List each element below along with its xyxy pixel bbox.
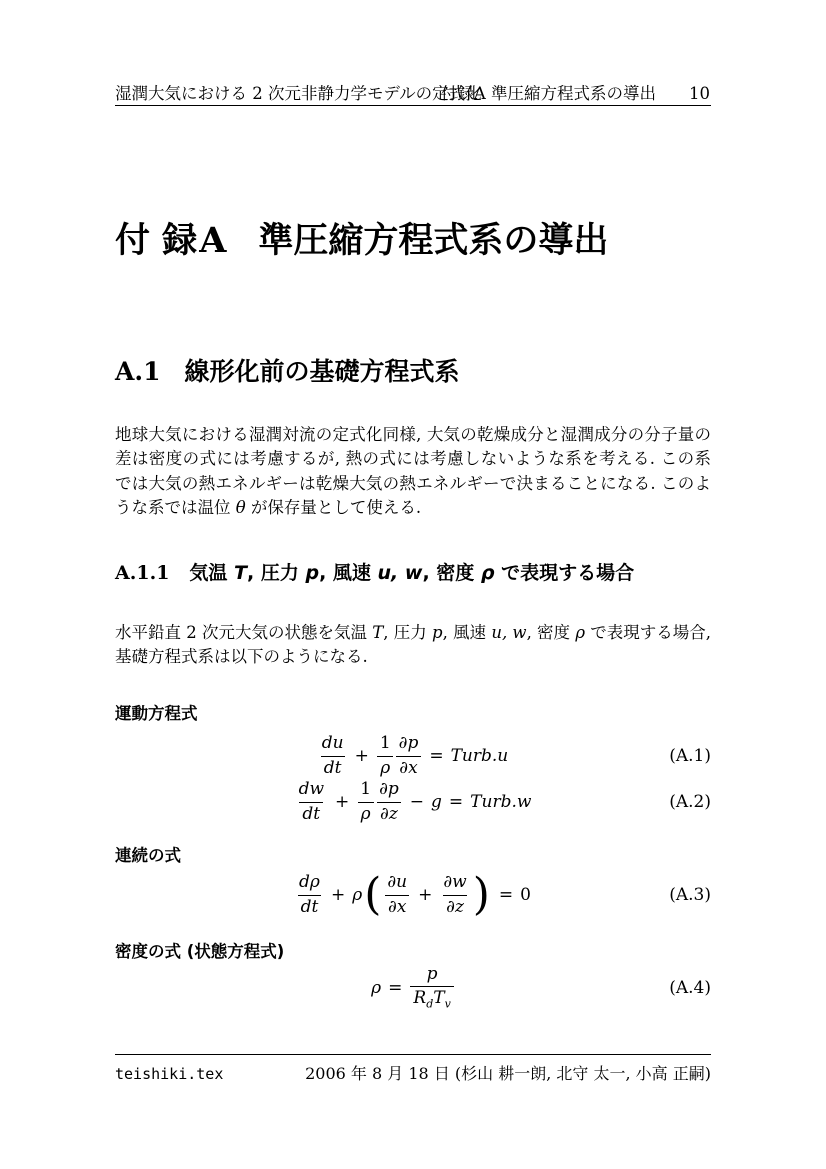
math-p: p — [432, 623, 443, 642]
equals-sign: = — [498, 885, 514, 905]
equation-tag-A2: (A.2) — [669, 792, 711, 812]
equation-A2 — [115, 779, 711, 825]
denominator-RdTv: $R_dT_v$ — [410, 986, 453, 1011]
chapter-title-text: 準圧縮方程式系の導出 — [258, 221, 609, 261]
fraction-du-dx: $\frac{\partial u}{\partial x}$ — [384, 873, 410, 917]
math-p: p — [305, 562, 320, 584]
equals-sign: = — [388, 977, 403, 998]
body-text: , 風速 — [442, 623, 492, 642]
math-rho: ρ — [480, 562, 495, 584]
equation-A2-body — [295, 780, 532, 824]
rho-lhs: ρ — [371, 977, 382, 998]
fraction-dw-dt: $\frac{dw}{dt}$ — [298, 778, 324, 824]
equation-A3 — [115, 869, 711, 921]
rho-coefficient: ρ — [352, 885, 363, 905]
body-text: で表現する場合, 基礎方程式系は以下のようになる. — [115, 623, 712, 667]
plus-operator: + — [335, 792, 350, 812]
subsection-jp: で表現する場合 — [494, 562, 635, 584]
equation-A1-body — [318, 734, 509, 778]
running-head-right: 付録A 準圧縮方程式系の導出 — [440, 84, 656, 103]
fraction-dw-dz: $\frac{\partial w}{\partial z}$ — [443, 871, 467, 917]
equals-sign: = — [429, 746, 444, 766]
plus-operator: + — [418, 885, 433, 905]
section-title-text: 線形化前の基礎方程式系 — [184, 357, 460, 386]
fraction-du-dt: $\frac{du}{dt}$ — [321, 732, 344, 778]
subsection-jp: , 密度 — [422, 562, 481, 584]
math-T: T — [234, 562, 248, 584]
gravity-term: g — [431, 792, 442, 812]
equation-A3-body — [295, 869, 531, 921]
footer-date-authors: 2006 年 8 月 18 日 (杉山 耕一朗, 北守 太一, 小高 正嗣) — [305, 1064, 711, 1083]
math-rho: ρ — [575, 623, 586, 642]
equation-A1 — [115, 733, 711, 779]
subsection-number: A.1.1 — [115, 562, 170, 584]
equation-A4 — [115, 964, 711, 1012]
plus-operator: + — [354, 746, 369, 766]
intro-paragraph — [115, 423, 711, 521]
body-text: , 密度 — [526, 623, 576, 642]
subsection-jp: , 圧力 — [247, 562, 306, 584]
fraction-dp-dz: $\frac{\partial p}{\partial z}$ — [376, 780, 402, 824]
subsection-title-text — [189, 558, 634, 585]
body-paragraph — [115, 621, 711, 670]
section-number: A.1 — [115, 357, 161, 386]
equation-label-motion: 運動方程式 — [115, 704, 198, 723]
section-heading — [115, 352, 460, 388]
chapter-prefix: 付 録 — [115, 221, 198, 261]
math-uw: u, w — [491, 623, 527, 642]
minus-operator: − — [409, 792, 425, 812]
fraction-1-rho: $\frac{1}{\rho}$ — [357, 780, 374, 824]
plus-operator: + — [330, 885, 346, 905]
math-T: T — [372, 623, 384, 642]
fraction-1-rho: $\frac{1}{\rho}$ — [377, 734, 394, 778]
running-head — [115, 85, 711, 106]
math-uw: u, w — [377, 562, 423, 584]
footer-filename: teishiki.tex — [115, 1065, 224, 1083]
page-number: 10 — [689, 84, 710, 103]
equation-tag-A1: (A.1) — [669, 746, 711, 766]
turbulence-term: Turb.u — [450, 746, 509, 766]
equals-sign: = — [448, 792, 464, 812]
chapter-letter: A — [199, 220, 227, 261]
body-text: , 圧力 — [383, 623, 432, 642]
fraction-p-RdTv: $\frac{p}{R_dT_v}$ — [410, 965, 453, 1012]
fraction-dp-dx: $\frac{\partial p}{\partial x}$ — [396, 734, 422, 778]
equation-label-continuity: 連続の式 — [115, 846, 181, 865]
left-parenthesis: ( — [364, 869, 382, 921]
running-head-left: 湿潤大気における 2 次元非静力学モデルの定式化 — [115, 84, 482, 103]
equation-tag-A3: (A.3) — [669, 885, 711, 905]
zero-term: 0 — [520, 885, 531, 905]
chapter-title — [115, 213, 608, 263]
theta-symbol: θ — [235, 498, 246, 518]
turbulence-term: Turb.w — [470, 792, 532, 812]
right-parenthesis: ) — [472, 869, 490, 921]
equation-tag-A4: (A.4) — [669, 978, 711, 998]
page-footer — [115, 1054, 711, 1084]
subsection-heading — [115, 558, 634, 585]
subsection-jp: 気温 — [189, 562, 235, 584]
intro-text-tail: が保存量として使える. — [245, 498, 422, 518]
intro-text: 地球大気における湿潤対流の定式化同様, 大気の乾燥成分と湿潤成分の分子量の差は密度の式には考慮するが, 熱の式には考慮しないような系を考える. この系では大気の熱エネルギーは乾燥大気の熱エネルギーで決まることになる. このような系では温位 — [115, 425, 711, 518]
fraction-drho-dt: $\frac{d\rho}{dt}$ — [299, 871, 320, 917]
subsection-jp: , 風速 — [319, 562, 378, 584]
equation-A4-body — [371, 965, 455, 1012]
equation-label-density: 密度の式 (状態方程式) — [115, 942, 285, 961]
body-text: 水平鉛直 2 次元大気の状態を気温 — [115, 623, 373, 642]
